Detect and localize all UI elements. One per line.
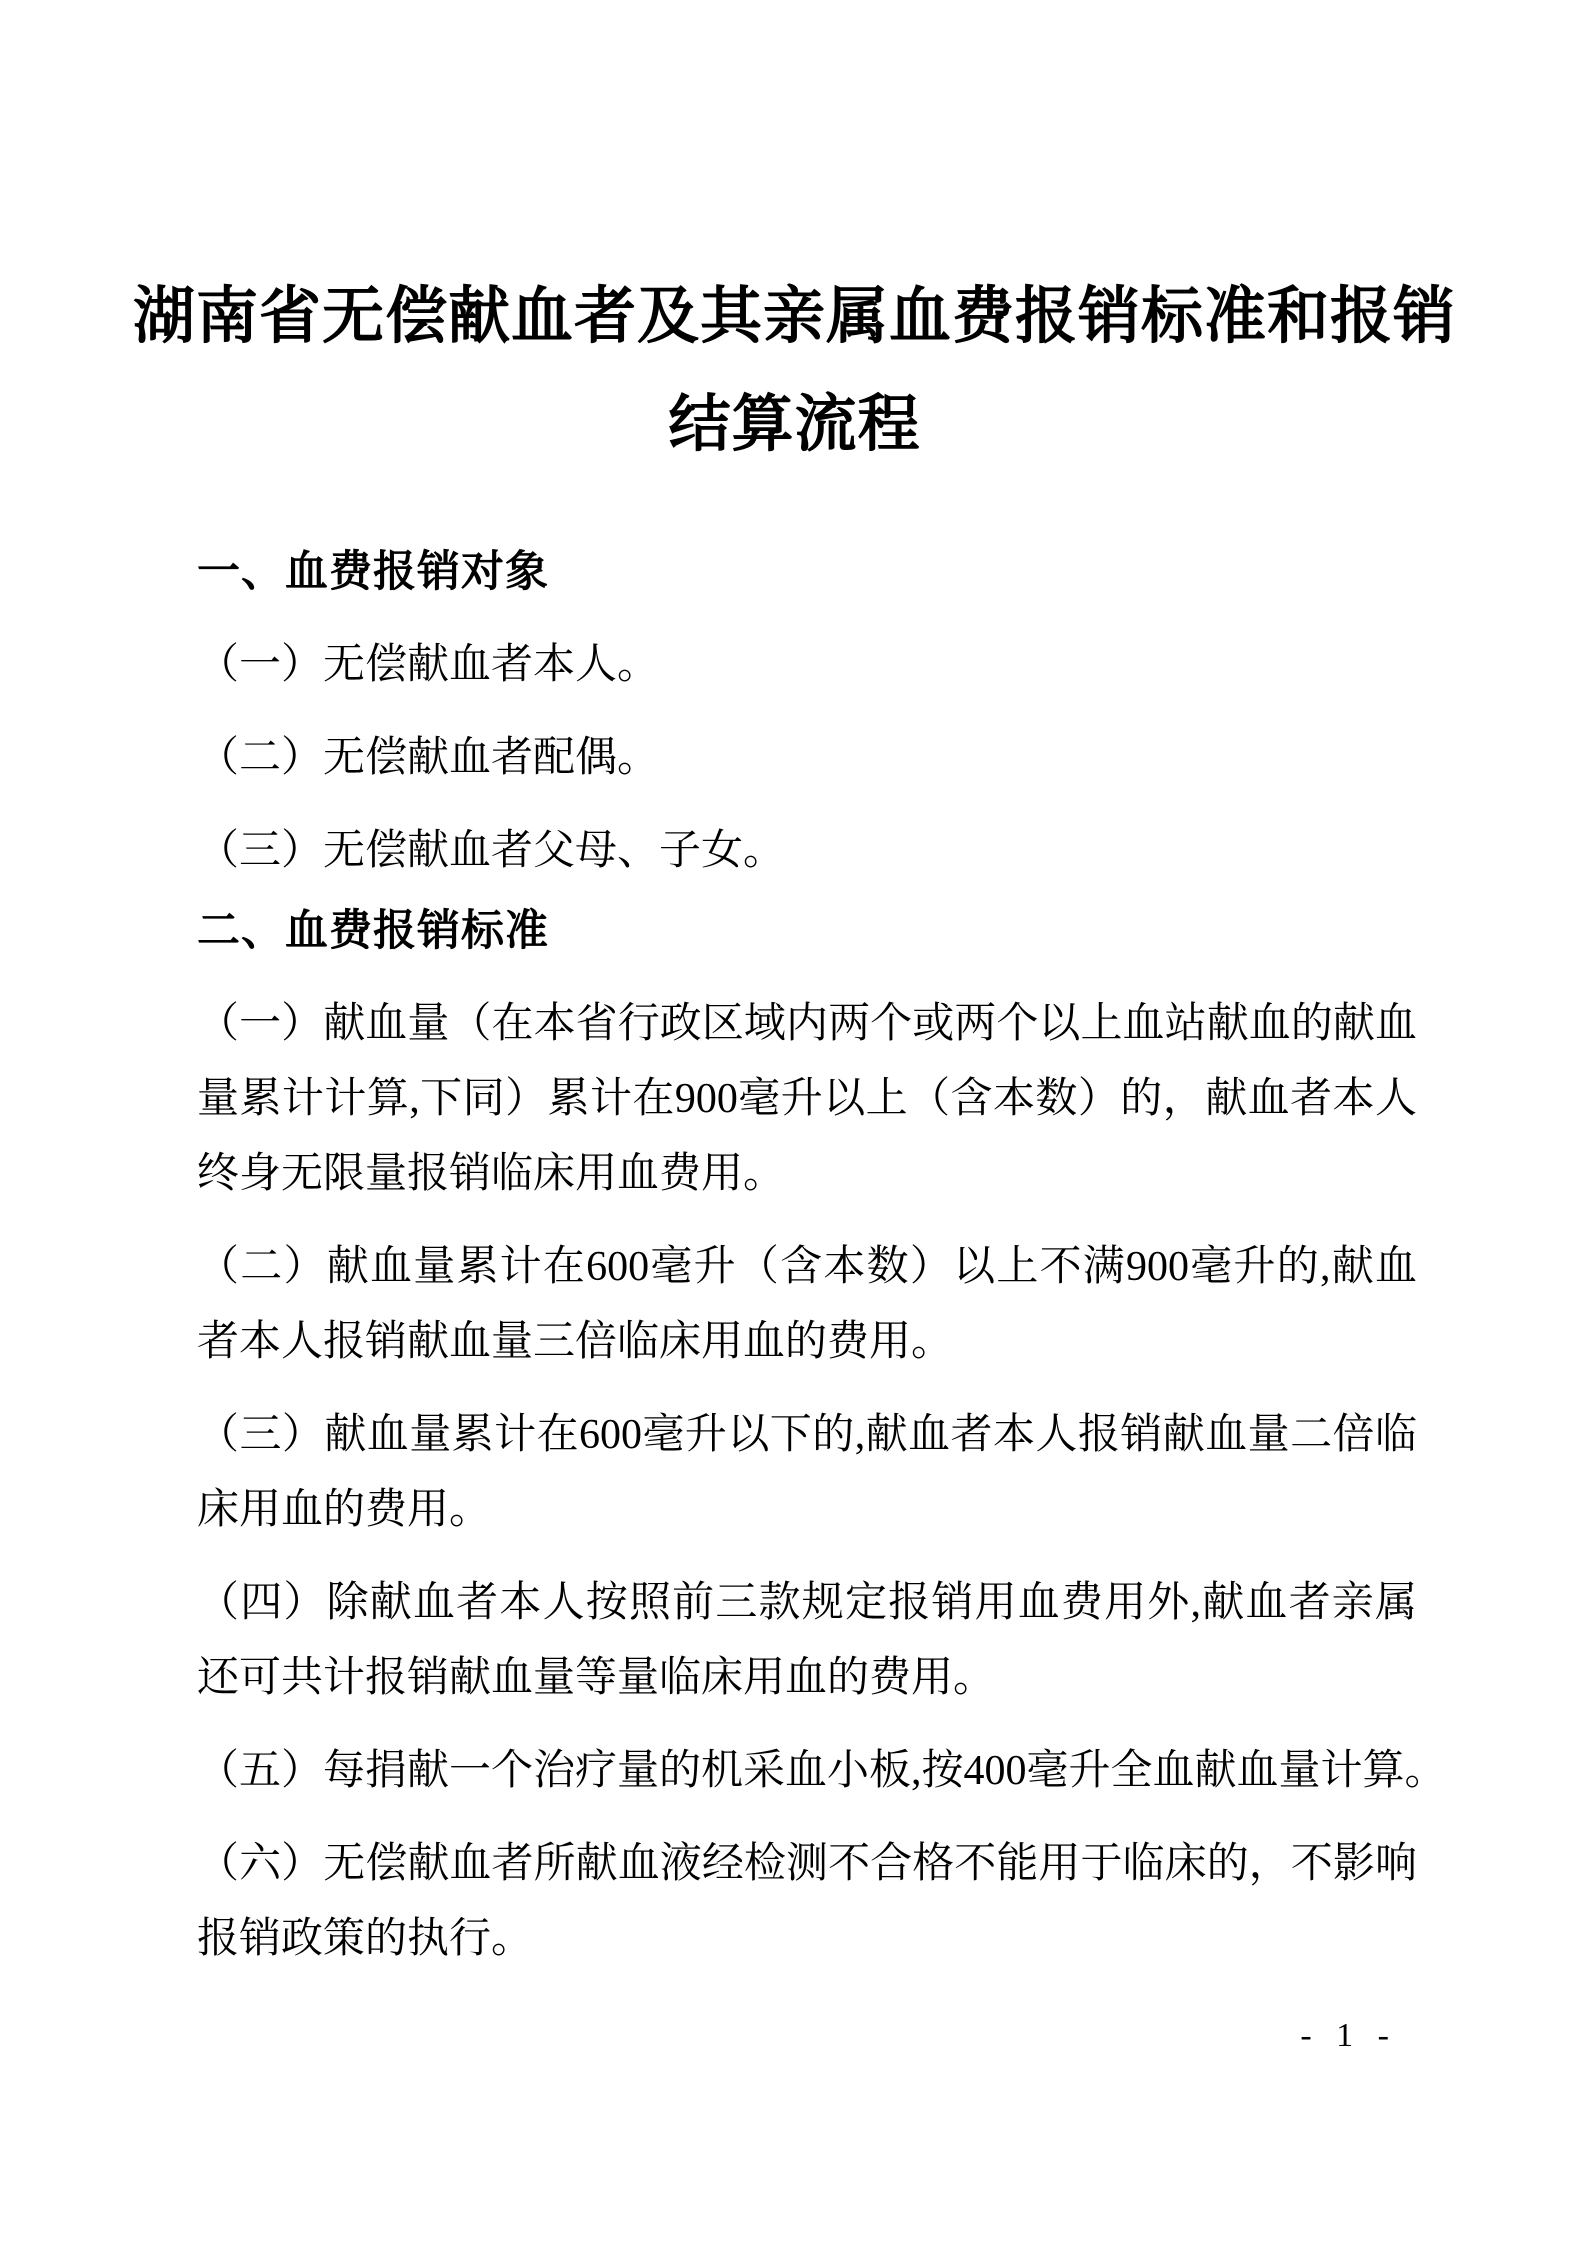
paragraph-line: （三）无偿献血者父母、子女。 — [197, 828, 786, 874]
document-body — [197, 535, 1447, 1977]
paragraph-line: （五）每捐献一个治疗量的机采血小板,按400毫升全血献血量计算。 — [197, 1748, 1447, 1794]
document-title — [0, 263, 1589, 479]
paragraph-line: （六）无偿献血者所献血液经检测不合格不能用于临床的，不影响 — [197, 1841, 1417, 1887]
paragraph — [197, 987, 1417, 1212]
paragraph-line: （一）献血量（在本省行政区域内两个或两个以上血站献血的献血 — [197, 1001, 1417, 1047]
document-title-line-2: 结算流程 — [668, 391, 921, 459]
paragraph-line: 床用血的费用。 — [197, 1487, 492, 1533]
paragraph-line: 还可共计报销献血量等量临床用血的费用。 — [197, 1655, 996, 1701]
paragraph-line: 终身无限量报销临床用血费用。 — [197, 1151, 786, 1197]
sections — [197, 535, 1447, 1977]
paragraph-line: 报销政策的执行。 — [197, 1916, 534, 1962]
paragraph — [197, 1230, 1417, 1380]
paragraph-line: （一）无偿献血者本人。 — [197, 642, 660, 688]
page-number: - 1 - — [1300, 2017, 1397, 2054]
document-title-line-1: 湖南省无偿献血者及其亲属血费报销标准和报销 — [132, 283, 1456, 351]
paragraph-line: （三）献血量累计在600毫升以下的,献血者本人报销献血量二倍临 — [197, 1412, 1417, 1458]
section-heading: 一、血费报销对象 — [197, 548, 549, 596]
paragraph-line: 量累计计算,下同）累计在900毫升以上（含本数）的，献血者本人 — [197, 1076, 1417, 1122]
paragraph — [197, 1398, 1417, 1548]
paragraph — [197, 1827, 1417, 1977]
paragraph-line: （二）无偿献血者配偶。 — [197, 735, 660, 781]
paragraph-line: （二）献血量累计在600毫升（含本数）以上不满900毫升的,献血 — [197, 1244, 1417, 1290]
paragraph — [197, 1734, 1447, 1809]
paragraph — [197, 1566, 1417, 1716]
paragraph — [197, 721, 1417, 796]
section-heading: 二、血费报销标准 — [197, 907, 549, 955]
paragraph — [197, 628, 1417, 703]
paragraph-line: 者本人报销献血量三倍临床用血的费用。 — [197, 1319, 954, 1365]
paragraph — [197, 814, 1417, 889]
paragraph-line: （四）除献血者本人按照前三款规定报销用血费用外,献血者亲属 — [197, 1580, 1417, 1626]
